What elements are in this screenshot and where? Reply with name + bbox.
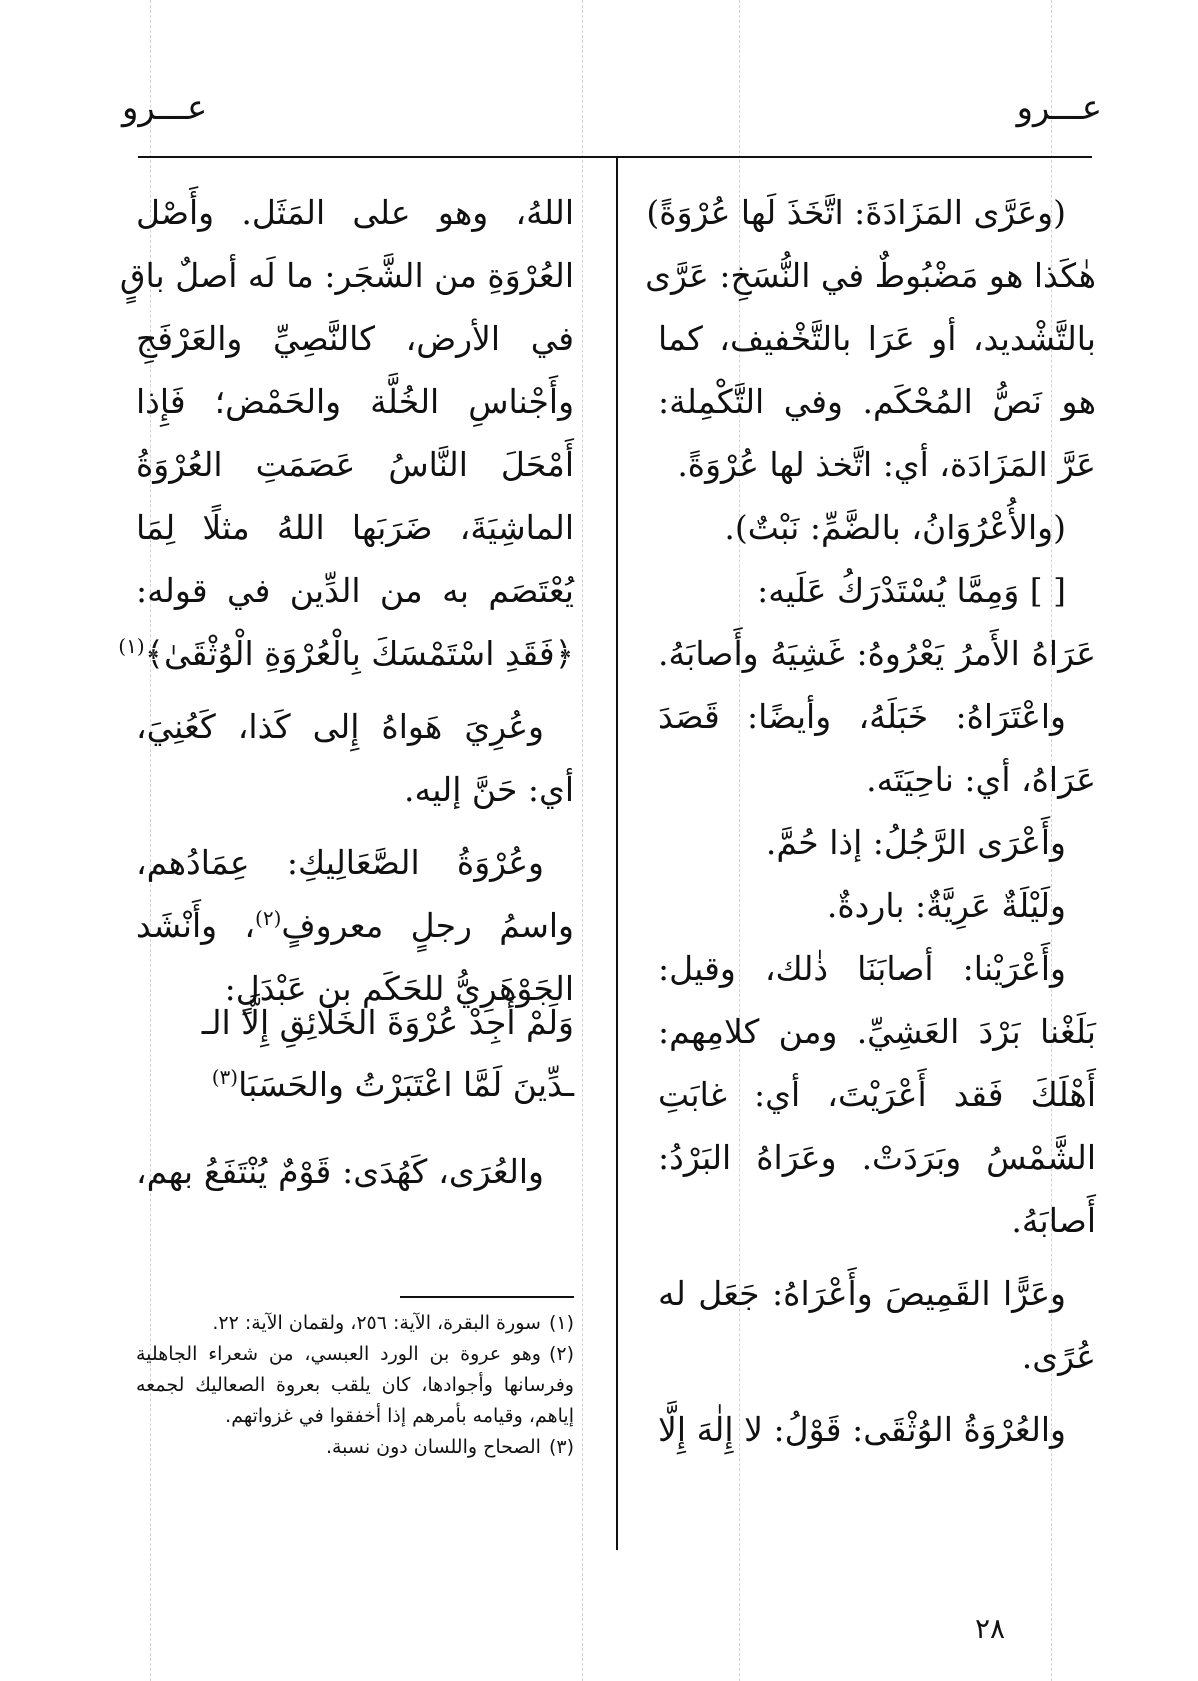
footnote-text: وهو عروة بن الورد العبسي، من شعراء الجاهلية وفرسانها وأجوادها، كان يلقب بعروة الصعاليك لجمعه إياهم، وقيامه بأمرهم إذا أخفقوا في غزواتهم. <box>136 1343 574 1427</box>
footnotes <box>136 1308 574 1463</box>
text-line: والعُرْوَةُ الوُثْقَى: قَوْلُ: لا إِلٰهَ إِلَّا <box>658 1410 1066 1449</box>
text-line: وعُرْوَةُ الصَّعَالِيكِ: عِمَادُهم، <box>136 843 544 882</box>
text-line: أَصابَهُ. <box>1011 1201 1096 1240</box>
text-line: بالتَّشْديد، أو عَرَا بالتَّخْفيف، كما <box>658 319 1096 358</box>
poetry-verse-second <box>212 1065 574 1104</box>
text-line: [ ] وَمِمَّا يُسْتَدْرَكُ عَلَيه: <box>757 571 1066 610</box>
text-line: أَهْلَكَ فَقد أَعْرَيْتَ، أي: غابَتِ <box>658 1075 1096 1114</box>
text-line: وأَجْناسِ الخُلَّة والحَمْض؛ فَإِذا <box>136 382 574 421</box>
footnote-ref: (٣) <box>211 1065 239 1089</box>
header-rule <box>138 156 1092 158</box>
left-column <box>118 181 574 1020</box>
text-line: الجَوْهَرِيُّ للحَكَم بن عَبْدَلٍ: <box>224 969 574 1008</box>
text-line: في الأرض، كالنَّصِيِّ والعَرْفَجِ <box>136 319 574 358</box>
text-line: عَرَاهُ الأَمرُ يَعْرُوهُ: غَشِيَهُ وأَصابَهُ. <box>658 634 1096 673</box>
text-line <box>136 894 574 957</box>
text-line: بَلَغْنا بَرْدَ العَشِيِّ. ومن كلامِهم: <box>658 1012 1096 1051</box>
text-line: والعُرَى، كَهُدَى: قَوْمٌ يُنْتَفَعُ بهم، <box>136 1152 544 1191</box>
text-line: الماشِيَةَ، ضَرَبَها اللهُ مثلًا لِمَا <box>136 508 574 547</box>
page-number: ٢٨ <box>975 1612 1006 1645</box>
text-line: الشَّمْسُ وبَرَدَتْ. وعَرَاهُ البَرْدُ: <box>658 1138 1096 1177</box>
text-line: وعَرًّا القَمِيصَ وأَعْرَاهُ: جَعَل له <box>658 1274 1066 1313</box>
text-line: واعْتَرَاهُ: خَبَلَهُ، وأيضًا: قَصَدَ <box>658 697 1066 736</box>
scan-guide-line <box>582 0 583 1681</box>
text-segment: ، وأَنْشَد <box>136 906 256 945</box>
footnote <box>136 1339 574 1432</box>
verse-text: ـدِّينَ لَمَّا اعْتَبَرْتُ والحَسَبَا <box>238 1065 574 1104</box>
text-line: عَرَاهُ، أي: ناحِيَتَه. <box>866 760 1096 799</box>
column-divider <box>616 157 618 1550</box>
footnote-number: (٣) <box>548 1436 574 1458</box>
text-line: هٰكَذا هو مَضْبُوطٌ في النُّسَخِ: عَرَّى <box>645 256 1096 295</box>
text-line: (والأُعْرُوَانُ، بالضَّمِّ: نَبْتٌ). <box>724 508 1066 547</box>
text-line: يُعْتَصَم به من الدِّين في قوله: <box>136 571 574 610</box>
poetry-verse-first: وَلَمْ أَجِدْ عُرْوَةَ الخَلَائِقِ إِلَّا الـ <box>201 1003 574 1042</box>
text-line: وأَعْرَيْنا: أصابَنَا ذٰلك، وقيل: <box>658 949 1066 988</box>
text-line: (وعَرَّى المَزَادَةَ: اتَّخَذَ لَها عُرْوَةً) <box>646 193 1066 232</box>
footnote-rule <box>400 1296 574 1298</box>
left-column-tail <box>136 1140 574 1203</box>
running-header-left: عـــرو <box>122 88 208 128</box>
footnote-number: (٢) <box>548 1343 574 1365</box>
footnote <box>136 1308 574 1339</box>
footnote-text: سورة البقرة، الآية: ٢٥٦، ولقمان الآية: ٢٢. <box>212 1312 541 1334</box>
quran-quote-line <box>118 622 574 685</box>
text-line: وأَعْرَى الرَّجُلُ: إذا حُمَّ. <box>765 823 1066 862</box>
footnote-ref: (٢) <box>255 906 282 930</box>
text-line: هو نَصُّ المُحْكَم. وفي التَّكْمِلة: <box>658 382 1096 421</box>
footnote-number: (١) <box>548 1312 574 1334</box>
text-line: أَمْحَلَ النَّاسُ عَصَمَتِ العُرْوَةُ <box>136 445 574 484</box>
text-line: أي: حَنَّ إليه. <box>404 770 574 809</box>
running-header-right: عـــرو <box>1016 88 1102 128</box>
right-column <box>645 181 1096 1461</box>
footnote-ref: (١) <box>118 634 145 658</box>
text-line: ولَيْلَةٌ عَرِيَّةٌ: باردةٌ. <box>826 886 1066 925</box>
text-line: العُرْوَةِ من الشَّجَر: ما لَه أصلٌ باقٍ <box>119 256 574 295</box>
footnote <box>136 1432 574 1463</box>
text-line: عُرًى. <box>1021 1337 1096 1376</box>
quran-quote: ﴿فَقَدِ اسْتَمْسَكَ بِالْعُرْوَةِ الْوُثْقَىٰ﴾ <box>144 634 574 673</box>
text-segment: واسمُ رجلٍ معروفٍ <box>281 906 574 945</box>
text-line: اللهُ، وهو على المَثَل. وأَصْل <box>136 193 574 232</box>
footnote-text: الصحاح واللسان دون نسبة. <box>325 1436 541 1458</box>
text-line: عَرَّ المَزَادَة، أي: اتَّخذ لها عُرْوَةً. <box>677 445 1096 484</box>
text-line: وعُرِيَ هَواهُ إِلى كَذا، كَعُنِيَ، <box>136 707 544 746</box>
